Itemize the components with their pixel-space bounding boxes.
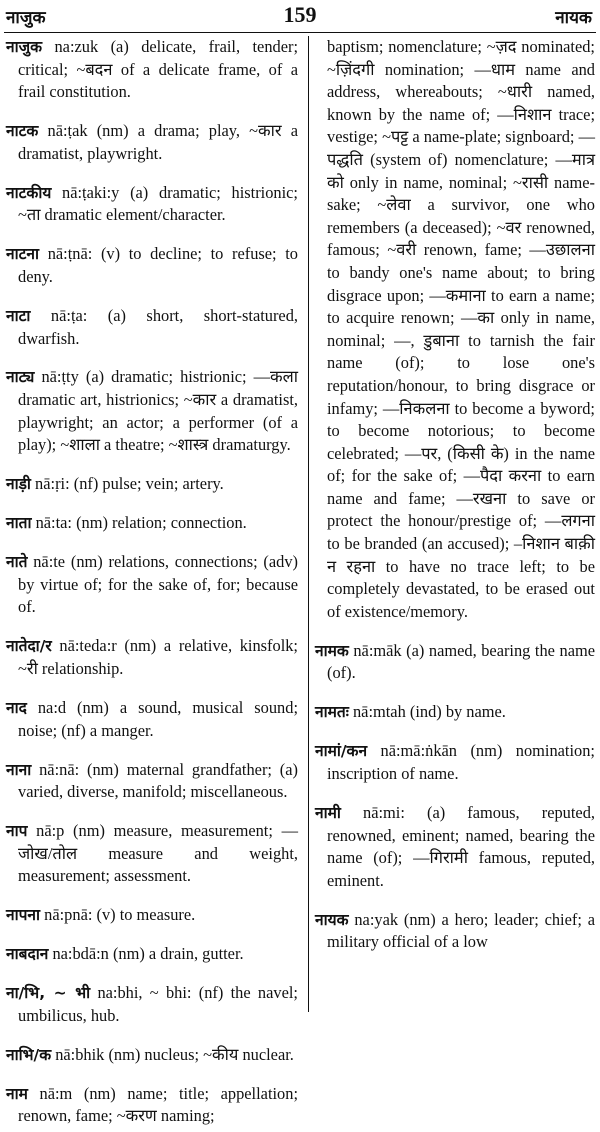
dictionary-entry — [6, 1083, 298, 1128]
entry-text: nā:mā:ṅkān (nm) nomination; inscription of name. — [327, 741, 595, 783]
dictionary-entry — [6, 759, 298, 804]
entry-headword: नापना — [6, 906, 41, 925]
entry-text: na:bdā:n (nm) a drain, gutter. — [52, 944, 244, 964]
entry-headword: नाटक — [6, 122, 39, 141]
dictionary-entry — [6, 512, 298, 535]
entry-text: nā:teda:r (nm) a relative, kinsfolk; ~री relationship. — [18, 636, 298, 678]
entry-headword: नाटकीय — [6, 183, 52, 202]
entry-headword: नाप — [6, 822, 28, 841]
dictionary-entry — [315, 701, 595, 724]
entry-headword: नाते — [6, 553, 28, 572]
entry-headword: नाटा — [6, 306, 31, 325]
entry-headword: नामां/कन — [315, 742, 368, 761]
entry-text: na:bhi, ~ bhi: (nf) the navel; umbilicus, hub. — [18, 983, 298, 1025]
entry-headword: नाना — [6, 760, 32, 779]
dictionary-entry — [6, 473, 298, 496]
dictionary-entry — [6, 820, 298, 888]
dictionary-entry — [315, 802, 595, 892]
entry-headword: नाबदान — [6, 945, 49, 964]
entry-headword: नायक — [315, 910, 349, 929]
entry-text: nā:ta: (nm) relation; connection. — [35, 513, 247, 533]
entry-headword: नाता — [6, 514, 32, 533]
entry-text: na:d (nm) a sound, musical sound; noise; (nf) a manger. — [18, 697, 299, 740]
entry-headword: नामतः — [315, 703, 349, 722]
dictionary-entry — [6, 366, 298, 456]
entry-text: nā:mtah (ind) by name. — [352, 702, 506, 722]
entry-headword: नातेदा/र — [6, 637, 52, 656]
entry-text: nā:m (nm) name; title; appellation; renown, fame; ~करण naming; — [18, 1083, 298, 1126]
dictionary-entry — [6, 635, 298, 680]
dictionary-entry — [6, 943, 298, 966]
entry-headword: नाजुक — [6, 38, 43, 56]
dictionary-entry — [315, 640, 595, 685]
page-header — [0, 0, 600, 32]
entry-text: nā:bhik (nm) nucleus; ~कीय nuclear. — [55, 1044, 294, 1064]
dictionary-entry-continued — [315, 36, 595, 623]
dictionary-entry — [6, 305, 298, 350]
entry-text: nā:ṭa: (a) short, short-statured, dwarfish. — [18, 305, 298, 348]
entry-text: nā:p (nm) measure, measurement; —जोख/तोल measure and weight, measurement; assessment. — [18, 821, 298, 886]
entry-headword: नाटना — [6, 245, 40, 264]
entry-headword: नाड़ी — [6, 475, 31, 494]
entry-headword: ना/भि, ~ भी — [6, 984, 91, 1003]
dictionary-entry — [6, 551, 298, 619]
entry-headword: नाम — [6, 1084, 28, 1103]
entry-text: nā:mi: (a) famous, reputed, renowned, eminent; named, bearing the name (of); —गिरामी famous, reputed, eminent. — [327, 802, 595, 890]
dictionary-entry — [6, 1044, 298, 1067]
dictionary-entry — [6, 982, 298, 1027]
dictionary-entry — [315, 909, 595, 954]
page-number: 159 — [283, 2, 317, 27]
entry-text: na:zuk (a) delicate, frail, tender; critical; ~बदन of a delicate frame, of a frail constitution. — [18, 37, 298, 102]
entry-text: baptism; nomenclature; ~ज़द nominated; ~ज़िंदगी nomination; —धाम name and address, whereabouts; ~धारी named, known by the name of; —निशान trace; vestige; ~पट्ट a name-plate; signboard; —पद्धति (system of) nomenclature; —मात्र को only in name, nominal; ~रासी name-sake; ~लेवा a survivor, one who remembers (a deceased); ~वर renowned, famous; ~वरी renown, fame; —उछालना to bandy one's name about; to bring disgrace upon; —कमाना to earn a name; to acquire renown; —का only in name, nominal; —, डुबाना to tarnish the fair name (of); to lose one's reputation/honour, to bring disgrace or infamy; —निकलना to become a byword; to become notorious; to become celebrated; —पर, (किसी के) in the name of; for the sake of; —पैदा करना to earn name and fame; —रखना to save or protect the honour/prestige of; —लगना to be branded (an accused); –निशान बाक़ी न रहना to have no trace left; to be completely devastated, to be erased out of existence/memory. — [327, 37, 595, 621]
column-divider — [308, 36, 309, 1012]
entry-text: nā:ṭaki:y (a) dramatic; histrionic; ~ता dramatic element/character. — [18, 182, 298, 225]
entry-headword: नाभि/क — [6, 1045, 52, 1064]
entry-text: nā:pnā: (v) to measure. — [44, 905, 196, 925]
entry-text: nā:ṛi: (nf) pulse; vein; artery. — [35, 474, 224, 494]
right-column — [315, 36, 595, 958]
entry-headword: नामी — [315, 803, 341, 822]
dictionary-entry — [6, 182, 298, 227]
guide-word-left: नाजुक — [6, 8, 46, 28]
entry-text: nā:ṭnā: (v) to decline; to refuse; to deny. — [18, 244, 298, 286]
header-rule — [4, 32, 596, 33]
dictionary-entry — [6, 904, 298, 927]
dictionary-entry — [6, 697, 298, 742]
entry-text: na:yak (nm) a hero; leader; chief; a military official of a low — [327, 909, 595, 952]
dictionary-entry — [6, 120, 298, 165]
entry-text: nā:nā: (nm) maternal grandfather; (a) varied, diverse, manifold; miscellaneous. — [18, 759, 298, 802]
entry-headword: नामक — [315, 641, 349, 660]
entry-text: nā:māk (a) named, bearing the name (of). — [327, 640, 595, 683]
dictionary-entry — [315, 740, 595, 785]
entry-text: nā:te (nm) relations, connections; (adv) by virtue of; for the sake of, for; because of. — [18, 552, 298, 617]
entry-text: nā:ṭak (nm) a drama; play, ~कार a dramatist, playwright. — [18, 121, 298, 163]
entry-text: nā:ṭty (a) dramatic; histrionic; —कला dramatic art, histrionics; ~कार a dramatist, playwright; an actor; a performer (of a play); ~शाला a theatre; ~शास्त्र dramaturgy. — [18, 367, 298, 455]
entry-headword: नाट्य — [6, 368, 35, 387]
dictionary-entry — [6, 243, 298, 288]
left-column — [6, 36, 298, 1132]
entry-headword: नाद — [6, 698, 27, 717]
guide-word-right: नायक — [555, 8, 592, 28]
dictionary-entry — [6, 36, 298, 104]
